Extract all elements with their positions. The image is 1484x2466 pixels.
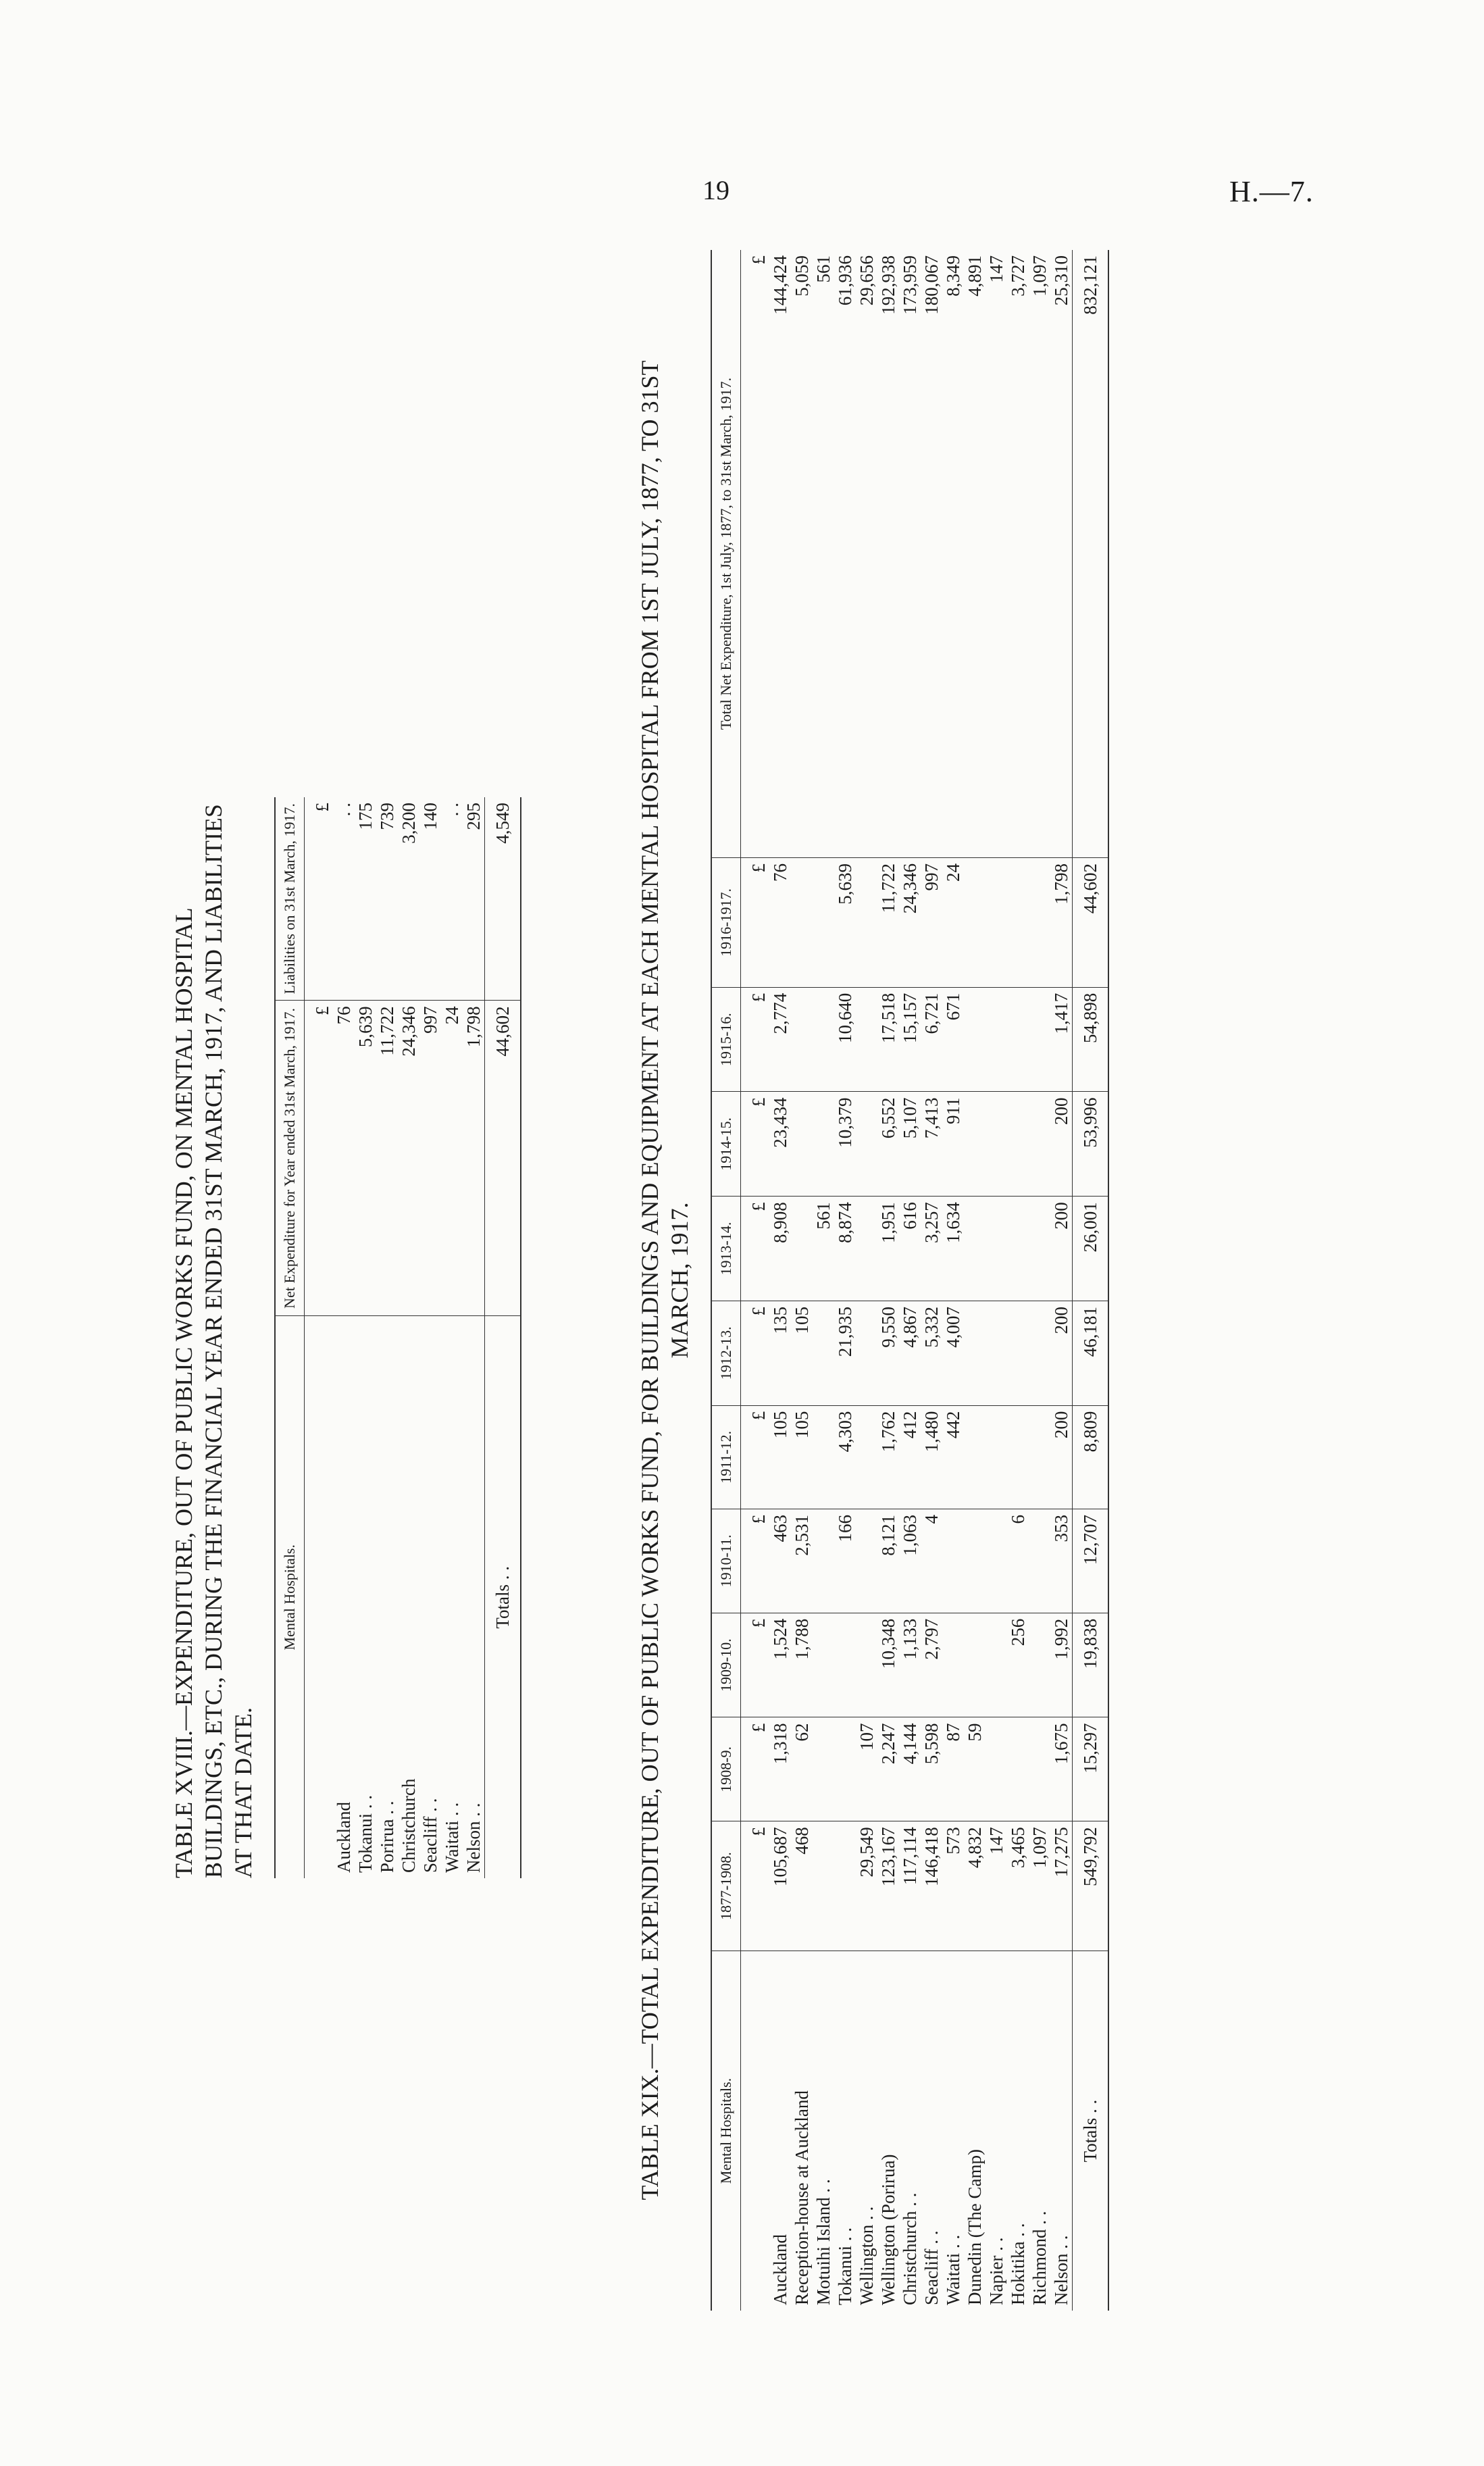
table-xix-grid <box>711 250 1109 2311</box>
expenditure-value <box>964 1405 986 1509</box>
table-row <box>419 797 441 1878</box>
hospital-name: Reception-house at Auckland <box>792 2090 812 2305</box>
page-number: 19 <box>702 175 730 205</box>
expenditure-value: 1,788 <box>791 1613 813 1717</box>
unit-label: £ <box>741 1405 770 1509</box>
hospital-name: Wellington . . <box>856 2206 877 2305</box>
totals-value: 549,792 <box>1073 1821 1109 1951</box>
liabilities-value: 140 <box>419 797 441 1001</box>
expenditure-value: 17,518 <box>877 987 899 1092</box>
expenditure-value: 24 <box>942 858 964 988</box>
expenditure-value: 911 <box>942 1092 964 1197</box>
expenditure-value: 123,167 <box>877 1821 899 1951</box>
table-xviii-grid <box>274 797 521 1878</box>
expenditure-value <box>791 1197 813 1301</box>
expenditure-value: 5,332 <box>921 1301 942 1405</box>
net-expenditure-value: 5,639 <box>355 1001 376 1316</box>
table-row <box>1050 250 1073 2311</box>
document-reference: H.—7. <box>1229 175 1314 208</box>
expenditure-value: 105 <box>791 1405 813 1509</box>
hospital-name: Wellington (Porirua) <box>878 2154 898 2305</box>
expenditure-value: 4,891 <box>964 250 986 858</box>
expenditure-value: 3,727 <box>1007 250 1029 858</box>
expenditure-value: 105,687 <box>769 1821 791 1951</box>
expenditure-value: 62 <box>791 1717 813 1821</box>
expenditure-value: 87 <box>942 1717 964 1821</box>
table-row <box>441 797 463 1878</box>
expenditure-value <box>1007 1301 1029 1405</box>
expenditure-value: 1,524 <box>769 1613 791 1717</box>
hospital-name: Tokanui . . <box>355 1794 376 1873</box>
totals-value: 832,121 <box>1073 250 1109 858</box>
unit-label: £ <box>741 1301 770 1405</box>
expenditure-value: 412 <box>899 1405 921 1509</box>
expenditure-value: 200 <box>1050 1092 1073 1197</box>
col-period: 1913-14. <box>711 1197 741 1301</box>
expenditure-value: 146,418 <box>921 1821 942 1951</box>
expenditure-value: 105 <box>769 1405 791 1509</box>
expenditure-value: 1,634 <box>942 1197 964 1301</box>
expenditure-value <box>1029 1301 1050 1405</box>
table-xviii-caption: TABLE XVIII.—EXPENDITURE, OUT OF PUBLIC WORKS FUND, ON MENTAL HOSPITAL BUILDINGS, ETC., DURING THE FINANCIAL YEAR ENDED 31ST MARCH, 1917, AND LIABILITIES AT THAT DATE. <box>170 804 257 1878</box>
hospital-name: Seacliff . . <box>420 1798 440 1873</box>
expenditure-value <box>1029 1509 1050 1613</box>
expenditure-value: 1,097 <box>1029 250 1050 858</box>
totals-row <box>485 797 521 1878</box>
expenditure-value <box>964 1301 986 1405</box>
liabilities-value: 295 <box>463 797 485 1001</box>
table-xviii <box>169 770 521 1878</box>
col-period: 1877-1908. <box>711 1821 741 1951</box>
expenditure-value <box>986 1197 1007 1301</box>
expenditure-value <box>964 1092 986 1197</box>
expenditure-value <box>942 1613 964 1717</box>
net-expenditure-value: 997 <box>419 1001 441 1316</box>
expenditure-value: 1,063 <box>899 1509 921 1613</box>
table-xix-header <box>711 250 741 2311</box>
expenditure-value: 4,007 <box>942 1301 964 1405</box>
totals-value: 12,707 <box>1073 1509 1109 1613</box>
hospital-name: Auckland <box>770 2234 790 2305</box>
expenditure-value: 2,774 <box>769 987 791 1092</box>
hospital-name: Richmond . . <box>1029 2211 1050 2305</box>
expenditure-value <box>856 1405 877 1509</box>
expenditure-value: 573 <box>942 1821 964 1951</box>
unit-label: £ <box>305 797 334 1001</box>
expenditure-value <box>1007 1717 1029 1821</box>
unit-row <box>741 250 770 2311</box>
hospital-name: Christchurch <box>399 1778 419 1873</box>
expenditure-value: 4,303 <box>834 1405 856 1509</box>
hospital-name: Nelson . . <box>463 1803 484 1873</box>
table-row <box>791 250 813 2311</box>
expenditure-value: 8,874 <box>834 1197 856 1301</box>
expenditure-value: 5,639 <box>834 858 856 988</box>
expenditure-value: 117,114 <box>899 1821 921 1951</box>
expenditure-value: 11,722 <box>877 858 899 988</box>
totals-value: 19,838 <box>1073 1613 1109 1717</box>
expenditure-value <box>813 1821 834 1951</box>
expenditure-value <box>964 1509 986 1613</box>
expenditure-value: 21,935 <box>834 1301 856 1405</box>
expenditure-value: 671 <box>942 987 964 1092</box>
liabilities-value: . . <box>333 797 355 1001</box>
col-period: 1910-11. <box>711 1509 741 1613</box>
expenditure-value: 8,349 <box>942 250 964 858</box>
expenditure-value: 166 <box>834 1509 856 1613</box>
totals-net: 44,602 <box>485 1001 521 1316</box>
expenditure-value: 6 <box>1007 1509 1029 1613</box>
totals-liabilities: 4,549 <box>485 797 521 1001</box>
expenditure-value <box>791 987 813 1092</box>
col-period: 1915-16. <box>711 987 741 1092</box>
expenditure-value: 107 <box>856 1717 877 1821</box>
expenditure-value <box>964 858 986 988</box>
unit-label: £ <box>741 1092 770 1197</box>
expenditure-value <box>813 1092 834 1197</box>
expenditure-value: 1,097 <box>1029 1821 1050 1951</box>
expenditure-value: 6,552 <box>877 1092 899 1197</box>
expenditure-value <box>964 1613 986 1717</box>
expenditure-value: 5,107 <box>899 1092 921 1197</box>
expenditure-value: 29,656 <box>856 250 877 858</box>
net-expenditure-value: 24,346 <box>398 1001 419 1316</box>
table-row <box>834 250 856 2311</box>
col-period: 1912-13. <box>711 1301 741 1405</box>
hospital-name: Motuihi Island . . <box>813 2179 834 2305</box>
expenditure-value <box>813 1717 834 1821</box>
expenditure-value: 2,247 <box>877 1717 899 1821</box>
expenditure-value <box>986 1717 1007 1821</box>
totals-value: 8,809 <box>1073 1405 1109 1509</box>
unit-label: £ <box>741 1509 770 1613</box>
hospital-name: Tokanui . . <box>835 2227 855 2305</box>
expenditure-value <box>1029 1092 1050 1197</box>
table-row <box>398 797 419 1878</box>
expenditure-value: 6,721 <box>921 987 942 1092</box>
expenditure-value <box>1029 1717 1050 1821</box>
table-row <box>1029 250 1050 2311</box>
expenditure-value <box>834 1717 856 1821</box>
expenditure-value: 173,959 <box>899 250 921 858</box>
expenditure-value <box>942 1509 964 1613</box>
net-expenditure-value: 11,722 <box>376 1001 398 1316</box>
rotated-page-content <box>162 250 1310 2311</box>
expenditure-value <box>1029 858 1050 988</box>
table-xix-body <box>741 250 1073 2311</box>
table-row <box>463 797 485 1878</box>
expenditure-value <box>964 1197 986 1301</box>
expenditure-value: 997 <box>921 858 942 988</box>
expenditure-value: 10,640 <box>834 987 856 1092</box>
hospital-name: Seacliff . . <box>921 2230 942 2305</box>
totals-value: 44,602 <box>1073 858 1109 988</box>
expenditure-value <box>1007 1197 1029 1301</box>
expenditure-value: 616 <box>899 1197 921 1301</box>
expenditure-value: 1,675 <box>1050 1717 1073 1821</box>
expenditure-value <box>1007 1405 1029 1509</box>
table-row <box>333 797 355 1878</box>
expenditure-value: 353 <box>1050 1509 1073 1613</box>
table-row <box>877 250 899 2311</box>
liabilities-value: 3,200 <box>398 797 419 1001</box>
expenditure-value: 25,310 <box>1050 250 1073 858</box>
expenditure-value <box>1007 987 1029 1092</box>
expenditure-value: 1,762 <box>877 1405 899 1509</box>
expenditure-value <box>813 987 834 1092</box>
totals-label: Totals . . <box>485 1316 521 1878</box>
expenditure-value <box>986 987 1007 1092</box>
col-period: 1914-15. <box>711 1092 741 1197</box>
expenditure-value: 463 <box>769 1509 791 1613</box>
expenditure-value: 147 <box>986 1821 1007 1951</box>
expenditure-value: 1,798 <box>1050 858 1073 988</box>
expenditure-value: 76 <box>769 858 791 988</box>
expenditure-value <box>791 858 813 988</box>
hospital-name: Dunedin (The Camp) <box>965 2149 985 2305</box>
hospital-name: Waitati . . <box>442 1802 462 1873</box>
unit-label: £ <box>741 1197 770 1301</box>
expenditure-value <box>1029 987 1050 1092</box>
table-row <box>964 250 986 2311</box>
expenditure-value: 144,424 <box>769 250 791 858</box>
totals-value: 26,001 <box>1073 1197 1109 1301</box>
expenditure-value: 1,992 <box>1050 1613 1073 1717</box>
table-row <box>921 250 942 2311</box>
expenditure-value: 192,938 <box>877 250 899 858</box>
expenditure-value: 3,465 <box>1007 1821 1029 1951</box>
net-expenditure-value: 1,798 <box>463 1001 485 1316</box>
table-row <box>856 250 877 2311</box>
unit-label: £ <box>305 1001 334 1316</box>
net-expenditure-value: 24 <box>441 1001 463 1316</box>
totals-label: Totals . . <box>1073 1951 1109 2311</box>
expenditure-value: 5,059 <box>791 250 813 858</box>
table-row <box>813 250 834 2311</box>
expenditure-value: 561 <box>813 1197 834 1301</box>
hospital-name: Napier . . <box>986 2237 1006 2305</box>
expenditure-value <box>986 1301 1007 1405</box>
expenditure-value: 8,908 <box>769 1197 791 1301</box>
table-xviii-body <box>305 797 485 1878</box>
expenditure-value: 10,379 <box>834 1092 856 1197</box>
col-period: 1916-1917. <box>711 858 741 988</box>
expenditure-value: 4 <box>921 1509 942 1613</box>
col-mental-hospitals: Mental Hospitals. <box>711 1951 741 2311</box>
totals-value: 46,181 <box>1073 1301 1109 1405</box>
expenditure-value <box>834 1613 856 1717</box>
expenditure-value <box>813 858 834 988</box>
expenditure-value <box>813 1509 834 1613</box>
expenditure-value: 4,867 <box>899 1301 921 1405</box>
table-row <box>1007 250 1029 2311</box>
net-expenditure-value: 76 <box>333 1001 355 1316</box>
expenditure-value <box>856 1509 877 1613</box>
unit-label: £ <box>741 1613 770 1717</box>
expenditure-value: 61,936 <box>834 250 856 858</box>
expenditure-value <box>986 1509 1007 1613</box>
expenditure-value: 5,598 <box>921 1717 942 1821</box>
unit-label: £ <box>741 858 770 988</box>
expenditure-value: 2,531 <box>791 1509 813 1613</box>
expenditure-value: 200 <box>1050 1405 1073 1509</box>
col-period: 1911-12. <box>711 1405 741 1509</box>
expenditure-value <box>1029 1405 1050 1509</box>
hospital-name: Auckland <box>334 1802 354 1873</box>
expenditure-value: 9,550 <box>877 1301 899 1405</box>
table-row <box>376 797 398 1878</box>
hospital-name: Nelson . . <box>1051 2235 1071 2305</box>
table-xix-caption: TABLE XIX.—TOTAL EXPENDITURE, OUT OF PUBLIC WORKS FUND, FOR BUILDINGS AND EQUIPMENT AT EACH MENTAL HOSPITAL FROM 1ST JULY, 1877, TO 31ST MARCH, 1917. <box>636 360 693 2200</box>
expenditure-value: 3,257 <box>921 1197 942 1301</box>
expenditure-value: 1,480 <box>921 1405 942 1509</box>
expenditure-value: 147 <box>986 250 1007 858</box>
totals-value: 54,898 <box>1073 987 1109 1092</box>
expenditure-value <box>964 987 986 1092</box>
expenditure-value: 24,346 <box>899 858 921 988</box>
col-liabilities: Liabilities on 31st March, 1917. <box>275 797 305 1001</box>
expenditure-value <box>1029 1197 1050 1301</box>
expenditure-value: 135 <box>769 1301 791 1405</box>
totals-value: 53,996 <box>1073 1092 1109 1197</box>
col-net-expenditure: Net Expenditure for Year ended 31st March, 1917. <box>275 1001 305 1316</box>
table-row <box>942 250 964 2311</box>
hospital-name: Waitati . . <box>943 2234 963 2305</box>
expenditure-value <box>813 1613 834 1717</box>
hospital-name: Christchurch . . <box>900 2192 920 2305</box>
expenditure-value <box>834 1821 856 1951</box>
expenditure-value <box>1029 1613 1050 1717</box>
expenditure-value: 1,133 <box>899 1613 921 1717</box>
expenditure-value <box>856 987 877 1092</box>
expenditure-value: 1,951 <box>877 1197 899 1301</box>
expenditure-value: 17,275 <box>1050 1821 1073 1951</box>
table-row <box>355 797 376 1878</box>
unit-label: £ <box>741 1821 770 1951</box>
expenditure-value <box>813 1301 834 1405</box>
col-period: 1908-9. <box>711 1717 741 1821</box>
expenditure-value: 59 <box>964 1717 986 1821</box>
liabilities-value: 739 <box>376 797 398 1001</box>
col-period: Total Net Expenditure, 1st July, 1877, to 31st March, 1917. <box>711 250 741 858</box>
liabilities-value: . . <box>441 797 463 1001</box>
unit-label: £ <box>741 250 770 858</box>
expenditure-value <box>813 1405 834 1509</box>
expenditure-value <box>986 1092 1007 1197</box>
liabilities-value: 175 <box>355 797 376 1001</box>
unit-row <box>305 797 334 1878</box>
expenditure-value <box>856 858 877 988</box>
expenditure-value: 256 <box>1007 1613 1029 1717</box>
expenditure-value: 8,121 <box>877 1509 899 1613</box>
table-row <box>986 250 1007 2311</box>
expenditure-value: 200 <box>1050 1197 1073 1301</box>
table-row <box>769 250 791 2311</box>
hospital-name: Hokitika . . <box>1008 2223 1028 2305</box>
totals-row <box>1073 250 1109 2311</box>
expenditure-value: 15,157 <box>899 987 921 1092</box>
expenditure-value: 442 <box>942 1405 964 1509</box>
expenditure-value: 1,417 <box>1050 987 1073 1092</box>
expenditure-value <box>856 1301 877 1405</box>
table-row <box>899 250 921 2311</box>
expenditure-value: 7,413 <box>921 1092 942 1197</box>
expenditure-value: 4,144 <box>899 1717 921 1821</box>
expenditure-value: 200 <box>1050 1301 1073 1405</box>
expenditure-value: 1,318 <box>769 1717 791 1821</box>
expenditure-value <box>1007 858 1029 988</box>
expenditure-value: 468 <box>791 1821 813 1951</box>
col-mental-hospitals: Mental Hospitals. <box>275 1316 305 1878</box>
expenditure-value <box>791 1092 813 1197</box>
expenditure-value <box>986 858 1007 988</box>
expenditure-value <box>856 1197 877 1301</box>
expenditure-value: 2,797 <box>921 1613 942 1717</box>
expenditure-value <box>986 1405 1007 1509</box>
expenditure-value <box>856 1092 877 1197</box>
table-xix <box>635 250 1109 2311</box>
hospital-name: Porirua . . <box>377 1801 397 1873</box>
totals-value: 15,297 <box>1073 1717 1109 1821</box>
expenditure-value: 4,832 <box>964 1821 986 1951</box>
expenditure-value <box>856 1613 877 1717</box>
expenditure-value: 105 <box>791 1301 813 1405</box>
expenditure-value <box>1007 1092 1029 1197</box>
expenditure-value <box>986 1613 1007 1717</box>
unit-label: £ <box>741 987 770 1092</box>
col-period: 1909-10. <box>711 1613 741 1717</box>
expenditure-value: 10,348 <box>877 1613 899 1717</box>
expenditure-value: 180,067 <box>921 250 942 858</box>
unit-label: £ <box>741 1717 770 1821</box>
expenditure-value: 561 <box>813 250 834 858</box>
expenditure-value: 23,434 <box>769 1092 791 1197</box>
expenditure-value: 29,549 <box>856 1821 877 1951</box>
